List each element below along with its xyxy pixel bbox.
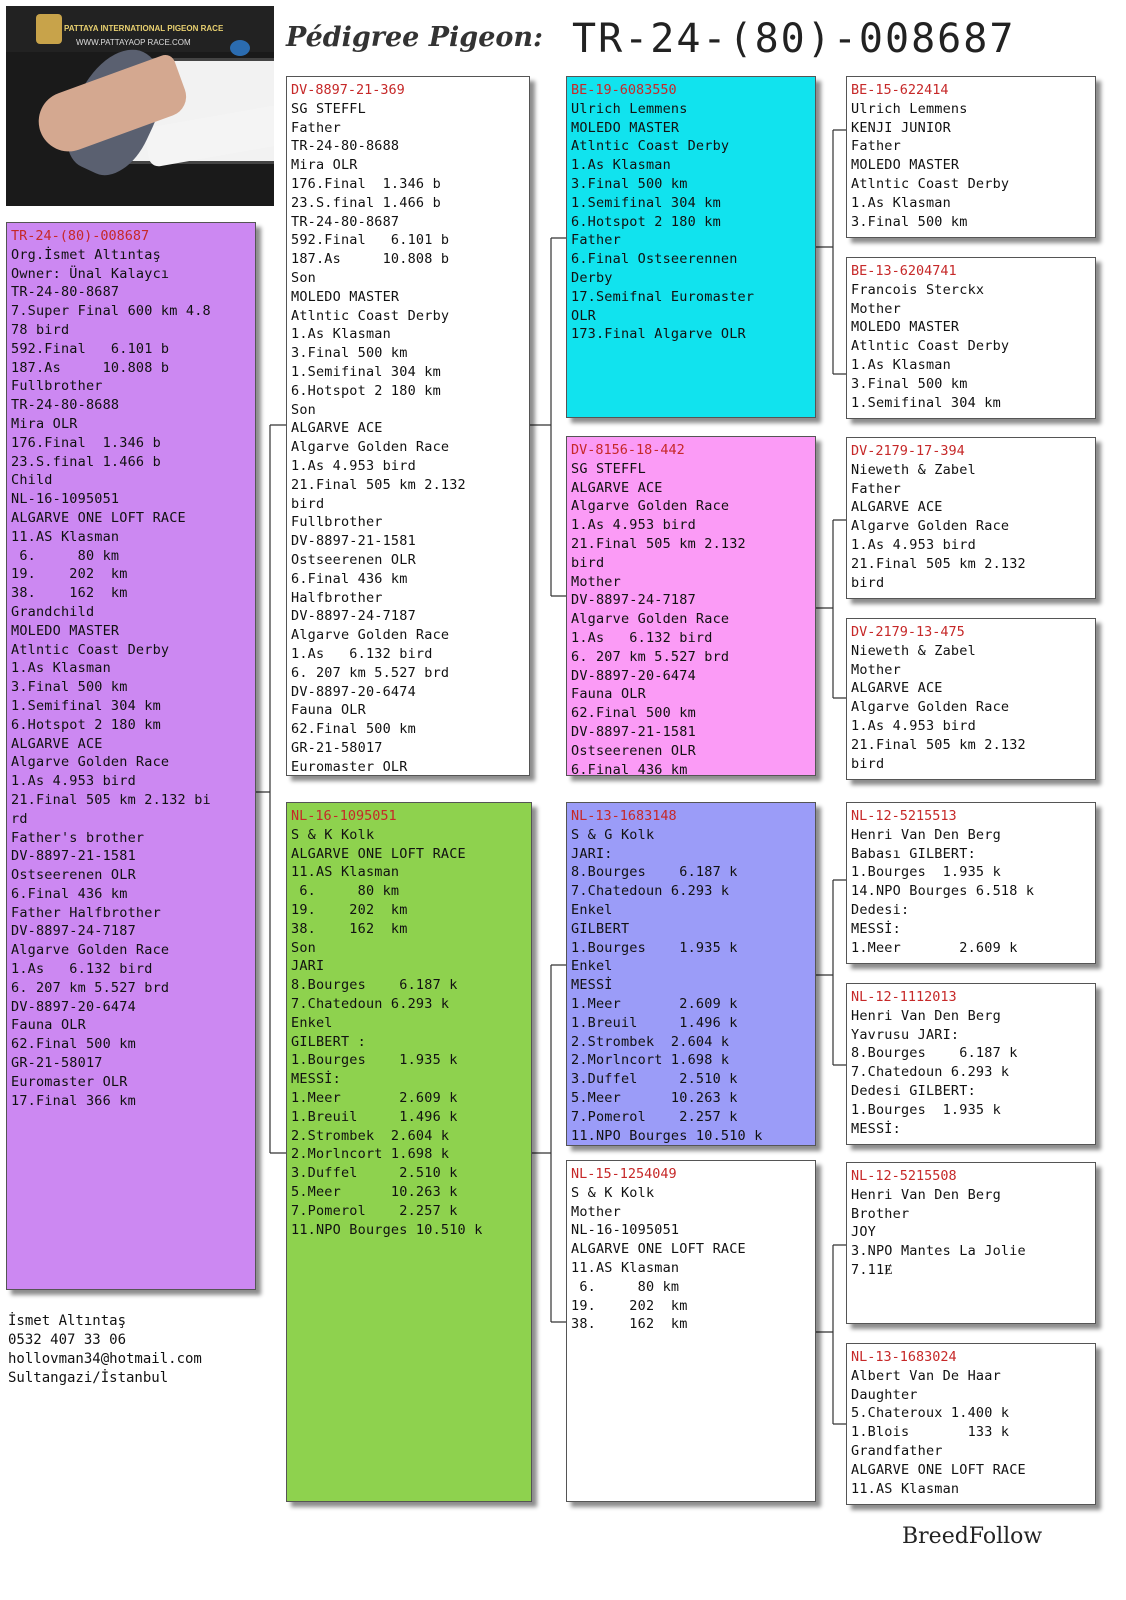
pedigree-line: S & G Kolk <box>571 826 655 843</box>
pedigree-line: Henri Van Den Berg <box>851 826 1001 843</box>
pedigree-line: JARI <box>291 958 325 975</box>
pedigree-line: DV-8897-20-6474 <box>571 667 696 684</box>
pedigree-line: Algarve Golden Race <box>571 498 730 515</box>
contact-location: Sultangazi/İstanbul <box>8 1370 169 1386</box>
pedigree-line: 1.As Klasman <box>571 157 671 174</box>
mother-card[interactable] <box>286 802 532 1502</box>
pedigree-line: GILBERT : <box>291 1033 366 1050</box>
pedigree-line: 1.Blois 133 k <box>851 1424 1010 1441</box>
pedigree-line: Fullbrother <box>291 514 383 531</box>
pedigree-line: 1.As 4.953 bird <box>11 773 136 790</box>
pedigree-line: TR-24-80-8687 <box>291 213 400 230</box>
pedigree-line: bird <box>571 554 605 571</box>
pedigree-line: 1.Meer 2.609 k <box>851 939 1018 956</box>
great-grandparent-card-4[interactable] <box>846 618 1096 780</box>
pedigree-line: Enkel <box>291 1014 333 1031</box>
pedigree-line: 1.Bourges 1.935 k <box>571 939 738 956</box>
pedigree-lines <box>571 1184 811 1334</box>
pedigree-line: Ulrich Lemmens <box>571 100 688 117</box>
pedigree-line: TR-24-80-8687 <box>11 284 120 301</box>
pedigree-line: TR-24-80-8688 <box>291 138 400 155</box>
ring-number: NL-12-5215508 <box>851 1168 957 1184</box>
pedigree-line: 6.Final 436 km <box>11 885 128 902</box>
pedigree-line: 1.As 4.953 bird <box>571 517 696 534</box>
pedigree-line: 17.Semifnal Euromaster <box>571 288 755 305</box>
pedigree-line: 21.Final 505 km 2.132 bi <box>11 791 211 808</box>
pedigree-line: MOLEDO MASTER <box>571 119 680 136</box>
pedigree-line: Nieweth & Zabel <box>851 642 976 659</box>
paternal-grandfather-card[interactable] <box>566 76 816 418</box>
pedigree-lines <box>851 1367 1091 1499</box>
paternal-grandmother-card[interactable] <box>566 436 816 776</box>
pedigree-line: ALGARVE ACE <box>291 420 383 437</box>
pedigree-line: MESSİ <box>571 977 613 994</box>
pedigree-line: 1.As 4.953 bird <box>851 717 976 734</box>
ring-number: BE-19-6083550 <box>571 82 677 98</box>
pedigree-lines <box>291 826 527 1240</box>
pedigree-line: 1.Breuil 1.496 k <box>571 1014 738 1031</box>
pedigree-line: Atlntic Coast Derby <box>291 307 450 324</box>
pedigree-line: DV-8897-24-7187 <box>11 923 136 940</box>
pedigree-line: 5.Meer 10.263 k <box>291 1183 458 1200</box>
pedigree-line: 38. 162 km <box>291 920 408 937</box>
pedigree-line: JARI: <box>571 845 613 862</box>
pedigree-line: 3.Final 500 km <box>291 345 408 362</box>
pedigree-line: ALGARVE ACE <box>11 735 103 752</box>
pedigree-line: Henri Van Den Berg <box>851 1007 1001 1024</box>
pedigree-line: Fullbrother <box>11 378 103 395</box>
pedigree-line: 38. 162 km <box>11 585 128 602</box>
pedigree-line: Ulrich Lemmens <box>851 100 968 117</box>
pedigree-line: 1.Meer 2.609 k <box>571 995 738 1012</box>
pedigree-line: Atlntic Coast Derby <box>851 338 1010 355</box>
pedigree-line: 592.Final 6.101 b <box>291 232 450 249</box>
pedigree-line: ALGARVE ONE LOFT RACE <box>291 845 466 862</box>
ring-number: NL-13-1683148 <box>571 808 677 824</box>
pedigree-line: DV-8897-21-1581 <box>571 723 696 740</box>
pedigree-line: 6. 80 km <box>291 883 400 900</box>
pedigree-line: 23.S.final 1.466 b <box>11 453 161 470</box>
pedigree-line: Org.İsmet Altıntaş <box>11 246 161 263</box>
pedigree-line: 6.Hotspot 2 180 km <box>291 382 441 399</box>
pedigree-line: 1.As Klasman <box>11 660 111 677</box>
pedigree-line: Algarve Golden Race <box>11 942 170 959</box>
pedigree-line: Atlntic Coast Derby <box>851 175 1010 192</box>
pedigree-line: 21.Final 505 km 2.132 <box>851 736 1026 753</box>
pedigree-line: 11.AS Klasman <box>851 1480 960 1497</box>
pedigree-line: Halfbrother <box>291 589 383 606</box>
pedigree-line: 2.Strombek 2.604 k <box>291 1127 450 1144</box>
pedigree-line: Owner: Ünal Kalaycı <box>11 265 170 282</box>
pedigree-line: MOLEDO MASTER <box>851 157 960 174</box>
pedigree-line: 19. 202 km <box>291 901 408 918</box>
ring-number: BE-13-6204741 <box>851 263 957 279</box>
pedigree-line: Father <box>291 119 341 136</box>
ring-number: NL-12-1112013 <box>851 989 957 1005</box>
pedigree-line: Francois Sterckx <box>851 281 985 298</box>
pedigree-line: Fauna OLR <box>571 686 646 703</box>
pedigree-line: DV-8897-20-6474 <box>291 683 416 700</box>
pedigree-line: 3.Duffel 2.510 k <box>571 1071 738 1088</box>
pedigree-line: Father <box>851 480 901 497</box>
pedigree-line: 2.Morlncort 1.698 k <box>571 1052 730 1069</box>
pedigree-line: JOY <box>851 1224 876 1241</box>
pedigree-line: Ostseerenen OLR <box>291 551 416 568</box>
pedigree-line: TR-24-80-8688 <box>11 397 120 414</box>
pedigree-line: 8.Bourges 6.187 k <box>851 1045 1018 1062</box>
pedigree-line: ALGARVE ONE LOFT RACE <box>851 1461 1026 1478</box>
pedigree-line: 187.As 10.808 b <box>291 251 450 268</box>
pedigree-line: 3.NPO Mantes La Jolie <box>851 1243 1026 1260</box>
pedigree-line: 6.Hotspot 2 180 km <box>571 213 721 230</box>
pedigree-line: Fauna OLR <box>11 1017 86 1034</box>
pedigree-line: 7.Pomerol 2.257 k <box>571 1108 738 1125</box>
pedigree-line: 62.Final 500 km <box>571 705 696 722</box>
ring-number: DV-2179-13-475 <box>851 624 965 640</box>
ring-number: DV-2179-17-394 <box>851 443 965 459</box>
pedigree-line: rd <box>11 810 28 827</box>
pedigree-line: Son <box>291 939 316 956</box>
pedigree-line: Dedesi: <box>851 901 910 918</box>
pedigree-line: Algarve Golden Race <box>571 611 730 628</box>
pedigree-line: MOLEDO MASTER <box>291 288 400 305</box>
ring-number: DV-8156-18-442 <box>571 442 685 458</box>
pedigree-line: 1.Semifinal 304 km <box>291 363 441 380</box>
pedigree-line: 6. 80 km <box>571 1278 680 1295</box>
ring-number: NL-15-1254049 <box>571 1166 677 1182</box>
pedigree-lines <box>571 826 811 1146</box>
pedigree-line: DV-8897-21-1581 <box>11 848 136 865</box>
pedigree-line: Euromaster OLR <box>291 758 408 775</box>
pedigree-line: 6. 80 km <box>11 547 120 564</box>
pedigree-line: DV-8897-24-7187 <box>571 592 696 609</box>
pedigree-line: 17.Final 366 km <box>11 1092 136 1109</box>
pedigree-line: Derby <box>571 269 613 286</box>
great-grandparent-card-3[interactable] <box>846 437 1096 599</box>
pedigree-line: 14.NPO Bourges 6.518 k <box>851 883 1035 900</box>
pedigree-line: Grandfather <box>851 1442 943 1459</box>
pedigree-line: 23.S.final 1.466 b <box>291 194 441 211</box>
pedigree-line: 62.Final 500 km <box>11 1036 136 1053</box>
pedigree-line: Grandchild <box>11 603 95 620</box>
pedigree-line: Mother <box>571 1203 621 1220</box>
pedigree-line: bird <box>291 495 325 512</box>
pedigree-line: Child <box>11 472 53 489</box>
pedigree-line: ALGARVE ONE LOFT RACE <box>571 1241 746 1258</box>
contact-phone: 0532 407 33 06 <box>8 1332 127 1348</box>
pedigree-line: Brother <box>851 1205 910 1222</box>
pedigree-lines <box>11 246 251 1111</box>
pedigree-line: Atlntic Coast Derby <box>571 138 730 155</box>
pedigree-line: 19. 202 km <box>11 566 128 583</box>
page-title: Pédigree Pigeon: <box>286 22 543 53</box>
pedigree-line: 1.As 6.132 bird <box>291 645 433 662</box>
pedigree-line: OLR <box>571 307 596 324</box>
pedigree-line: 1.Bourges 1.935 k <box>851 1101 1001 1118</box>
pedigree-line: 6.Final 436 km <box>571 761 688 776</box>
pedigree-line: 6.Final Ostseerennen <box>571 251 738 268</box>
pedigree-line: 176.Final 1.346 b <box>11 434 161 451</box>
pedigree-line: 21.Final 505 km 2.132 <box>291 476 466 493</box>
pedigree-line: MESSİ: <box>291 1071 341 1088</box>
pedigree-line: Yavrusu JARI: <box>851 1026 960 1043</box>
pedigree-line: ALGARVE ACE <box>851 499 943 516</box>
pedigree-line: Mother <box>851 300 901 317</box>
maternal-grandfather-card[interactable] <box>566 802 816 1146</box>
pedigree-line: 7.Chatedoun 6.293 k <box>851 1064 1010 1081</box>
pedigree-line: ALGARVE ACE <box>851 680 943 697</box>
pedigree-line: 8.Bourges 6.187 k <box>291 977 458 994</box>
pedigree-line: Algarve Golden Race <box>851 518 1010 535</box>
contact-name: İsmet Altıntaş <box>8 1313 127 1329</box>
ring-number: NL-13-1683024 <box>851 1349 957 1365</box>
pedigree-lines <box>851 1007 1091 1139</box>
pedigree-line: 1.As Klasman <box>291 326 391 343</box>
banner-title: PATTAYA INTERNATIONAL PIGEON RACE <box>64 24 224 33</box>
pedigree-line: 1.Breuil 1.496 k <box>291 1108 458 1125</box>
pedigree-line: 11.NPO Bourges 10.510 k <box>571 1127 763 1144</box>
pedigree-line: 3.Final 500 km <box>851 375 968 392</box>
banner-url: WWW.PATTAYAOP RACE.COM <box>76 38 191 47</box>
pedigree-line: 6. 207 km 5.527 brd <box>11 979 170 996</box>
great-grandparent-card-1[interactable] <box>846 76 1096 238</box>
pedigree-lines <box>571 100 811 344</box>
pedigree-line: 8.Bourges 6.187 k <box>571 864 738 881</box>
pedigree-line: Babası GILBERT: <box>851 845 976 862</box>
pedigree-line: S & K Kolk <box>571 1184 655 1201</box>
pedigree-line: 6. 207 km 5.527 brd <box>571 648 730 665</box>
pedigree-line: 1.As 6.132 bird <box>571 629 713 646</box>
pedigree-line: ALGARVE ACE <box>571 479 663 496</box>
pedigree-line: 1.Meer 2.609 k <box>291 1089 458 1106</box>
subject-pigeon-card[interactable] <box>6 222 256 1290</box>
pedigree-line: SG STEFFL <box>571 460 646 477</box>
pedigree-line: Nieweth & Zabel <box>851 461 976 478</box>
pedigree-line: Son <box>291 269 316 286</box>
pedigree-line: 1.As 4.953 bird <box>851 536 976 553</box>
pedigree-line: 5.Chateroux 1.400 k <box>851 1405 1010 1422</box>
contact-email[interactable]: hollovman34@hotmail.com <box>8 1351 202 1367</box>
pedigree-line: Enkel <box>571 958 613 975</box>
pedigree-line: 1.As Klasman <box>851 356 951 373</box>
pedigree-line: Albert Van De Haar <box>851 1367 1001 1384</box>
pedigree-line: DV-8897-21-1581 <box>291 533 416 550</box>
pedigree-line: 11.AS Klasman <box>571 1259 680 1276</box>
pedigree-line: 11.AS Klasman <box>291 864 400 881</box>
father-card[interactable] <box>286 76 530 776</box>
pedigree-line: Daughter <box>851 1386 918 1403</box>
pedigree-line: GR-21-58017 <box>291 739 383 756</box>
great-grandparent-card-2[interactable] <box>846 257 1096 419</box>
pedigree-line: 1.Bourges 1.935 k <box>851 864 1001 881</box>
pedigree-line: GILBERT <box>571 920 630 937</box>
pedigree-line: 6.Hotspot 2 180 km <box>11 716 161 733</box>
pedigree-lines <box>851 100 1091 232</box>
great-grandparent-card-5[interactable] <box>846 802 1096 964</box>
pedigree-line: KENJI JUNIOR <box>851 119 951 136</box>
pedigree-line: Fauna OLR <box>291 702 366 719</box>
pedigree-line: Algarve Golden Race <box>291 439 450 456</box>
pedigree-line: Algarve Golden Race <box>291 627 450 644</box>
pedigree-line: 1.Semifinal 304 km <box>571 194 721 211</box>
pedigree-line: Mother <box>851 661 901 678</box>
pedigree-line: Dedesi GILBERT: <box>851 1082 976 1099</box>
pedigree-line: Atlntic Coast Derby <box>11 641 170 658</box>
pedigree-line: SG STEFFL <box>291 100 366 117</box>
great-grandparent-card-8[interactable] <box>846 1343 1096 1505</box>
pedigree-lines <box>851 281 1091 413</box>
pedigree-line: MOLEDO MASTER <box>851 319 960 336</box>
pedigree-line: 1.As 4.953 bird <box>291 457 416 474</box>
pedigree-line: bird <box>851 574 885 591</box>
pedigree-line: 1.As Klasman <box>851 194 951 211</box>
pedigree-lines <box>851 1186 1091 1280</box>
pedigree-line: 38. 162 km <box>571 1316 688 1333</box>
pedigree-line: Mira OLR <box>291 157 358 174</box>
pedigree-line: 6. 207 km 5.527 brd <box>291 664 450 681</box>
pedigree-line: MESSİ: <box>851 920 901 937</box>
pedigree-line: 7.Chatedoun 6.293 k <box>571 883 730 900</box>
pedigree-line: 21.Final 505 km 2.132 <box>571 535 746 552</box>
breeder-contact <box>8 1312 202 1388</box>
pedigree-line: DV-8897-20-6474 <box>11 998 136 1015</box>
pedigree-line: NL-16-1095051 <box>571 1222 680 1239</box>
pedigree-line: 1.Bourges 1.935 k <box>291 1052 458 1069</box>
pedigree-line: 3.Duffel 2.510 k <box>291 1165 458 1182</box>
pedigree-lines <box>571 460 811 776</box>
pedigree-line: 3.Final 500 km <box>571 175 688 192</box>
ring-number: NL-16-1095051 <box>291 808 397 824</box>
pedigree-line: 62.Final 500 km <box>291 721 416 738</box>
pedigree-line: 2.Strombek 2.604 k <box>571 1033 730 1050</box>
pedigree-line: 592.Final 6.101 b <box>11 340 170 357</box>
pedigree-line: Ostseerenen OLR <box>11 867 136 884</box>
ring-number: NL-12-5215513 <box>851 808 957 824</box>
pedigree-lines <box>851 826 1091 958</box>
pedigree-lines <box>851 461 1091 593</box>
pedigree-line: 173.Final Algarve OLR <box>571 326 746 343</box>
ring-number: BE-15-622414 <box>851 82 949 98</box>
pedigree-line: 21.Final 505 km 2.132 <box>851 555 1026 572</box>
great-grandparent-card-6[interactable] <box>846 983 1096 1145</box>
subject-ring-number: TR-24-(80)-008687 <box>572 16 1016 62</box>
pedigree-line: 78 bird <box>11 321 70 338</box>
pedigree-line: 6.Final 436 km <box>291 570 408 587</box>
pedigree-line: S & K Kolk <box>291 826 375 843</box>
pedigree-line: 11.NPO Bourges 10.510 k <box>291 1221 483 1238</box>
pedigree-line: 3.Final 500 km <box>11 679 128 696</box>
pedigree-line: Father <box>571 232 621 249</box>
pedigree-line: Ostseerenen OLR <box>571 742 696 759</box>
pedigree-lines <box>291 100 525 776</box>
pedigree-line: 11.AS Klasman <box>11 528 120 545</box>
pedigree-line: 2.Morlncort 1.698 k <box>291 1146 450 1163</box>
pedigree-line: Mira OLR <box>11 415 78 432</box>
brand-watermark: BreedFollow <box>902 1524 1043 1549</box>
pedigree-line: 1.As 6.132 bird <box>11 961 153 978</box>
pedigree-lines <box>851 642 1091 774</box>
pedigree-line: Enkel <box>571 901 613 918</box>
pedigree-line: 7.Chatedoun 6.293 k <box>291 995 450 1012</box>
pedigree-line: Euromaster OLR <box>11 1073 128 1090</box>
pedigree-line: 1.Semifinal 304 km <box>851 394 1001 411</box>
pedigree-line: Father Halfbrother <box>11 904 161 921</box>
pedigree-line: 187.As 10.808 b <box>11 359 170 376</box>
pedigree-line: NL-16-1095051 <box>11 491 120 508</box>
pedigree-line: 176.Final 1.346 b <box>291 175 441 192</box>
pedigree-line: Algarve Golden Race <box>851 699 1010 716</box>
pedigree-line: Father <box>851 138 901 155</box>
ring-number: DV-8897-21-369 <box>291 82 405 98</box>
pedigree-line: MESSİ: <box>851 1120 901 1137</box>
pedigree-line: Algarve Golden Race <box>11 754 170 771</box>
pedigree-line: Henri Van Den Berg <box>851 1186 1001 1203</box>
pedigree-line: ALGARVE ONE LOFT RACE <box>11 509 186 526</box>
pedigree-line: 7.Pomerol 2.257 k <box>291 1202 458 1219</box>
pedigree-line: Father's brother <box>11 829 145 846</box>
pedigree-line: 5.Meer 10.263 k <box>571 1089 738 1106</box>
pedigree-line: Mother <box>571 573 621 590</box>
pedigree-line: 19. 202 km <box>571 1297 688 1314</box>
pedigree-line: MOLEDO MASTER <box>11 622 120 639</box>
pedigree-line: Son <box>291 401 316 418</box>
pedigree-line: 7.11Ɇ <box>851 1261 893 1278</box>
pedigree-line: 7.Super Final 600 km 4.8 <box>11 303 211 320</box>
pedigree-line: DV-8897-24-7187 <box>291 608 416 625</box>
great-grandparent-card-7[interactable] <box>846 1162 1096 1324</box>
maternal-grandmother-card[interactable] <box>566 1160 816 1502</box>
pedigree-line: GR-21-58017 <box>11 1055 103 1072</box>
pedigree-line: 3.Final 500 km <box>851 213 968 230</box>
pedigree-line: bird <box>851 755 885 772</box>
ring-number: TR-24-(80)-008687 <box>11 228 150 244</box>
pedigree-line: 1.Semifinal 304 km <box>11 697 161 714</box>
